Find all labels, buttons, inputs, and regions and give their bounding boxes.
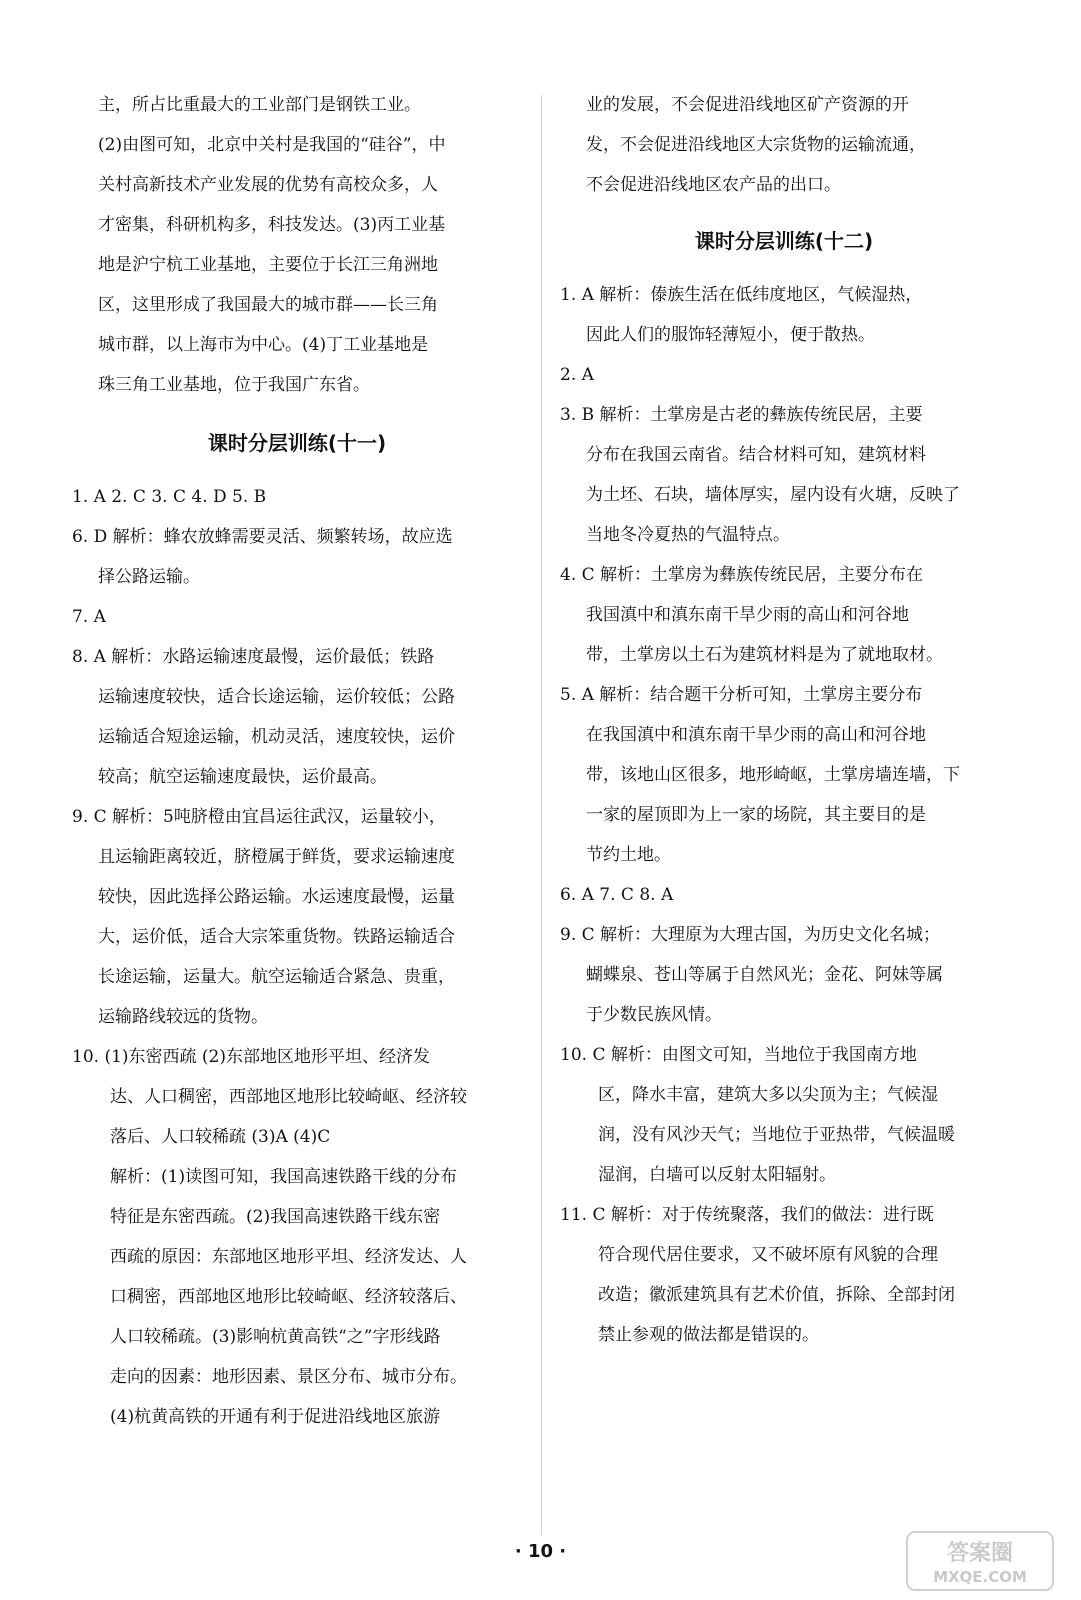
answer-q8-cont: 较高；航空运输速度最快，运价最高。 — [98, 767, 387, 787]
answer-q10-cont: 西疏的原因：东部地区地形平坦、经济发达、人 — [110, 1247, 467, 1267]
text-line: (2)由图可知，北京中关村是我国的“硅谷”，中 — [98, 135, 446, 155]
left-intro-block — [72, 92, 522, 398]
answer-q10-cont: 区，降水丰富，建筑大多以尖顶为主；气候湿 — [598, 1085, 938, 1105]
text-line: 才密集，科研机构多，科技发达。(3)丙工业基 — [98, 215, 446, 235]
answer-q10: 10. C 解析：由图文可知，当地位于我国南方地 — [560, 1045, 917, 1065]
text-line: 区，这里形成了我国最大的城市群——长三角 — [98, 295, 438, 315]
answer-q5-cont: 在我国滇中和滇东南干旱少雨的高山和河谷地 — [586, 725, 926, 745]
answer-q6-8: 6. A 7. C 8. A — [560, 885, 674, 905]
answer-q4-cont: 我国滇中和滇东南干旱少雨的高山和河谷地 — [586, 605, 909, 625]
watermark-logo — [905, 1530, 1055, 1592]
text-line: 发，不会促进沿线地区大宗货物的运输流通， — [586, 135, 926, 155]
answer-q10-cont: 口稠密，西部地区地形比较崎岖、经济较落后、 — [110, 1287, 467, 1307]
text-line: 不会促进沿线地区农产品的出口。 — [586, 175, 841, 195]
page-number: · 10 · — [514, 1541, 567, 1562]
answer-q4-cont: 带，土掌房以土石为建筑材料是为了就地取材。 — [586, 645, 943, 665]
answer-q10-cont: 人口较稀疏。(3)影响杭黄高铁“之”字形线路 — [110, 1327, 441, 1347]
answer-q7: 7. A — [72, 607, 106, 627]
answer-q5: 5. A 解析：结合题干分析可知，土掌房主要分布 — [560, 685, 923, 705]
text-line: 业的发展，不会促进沿线地区矿产资源的开 — [586, 95, 909, 115]
answer-q10-cont: (4)杭黄高铁的开通有利于促进沿线地区旅游 — [110, 1407, 441, 1427]
answer-q10-cont: 解析：(1)读图可知，我国高速铁路干线的分布 — [110, 1167, 458, 1187]
answer-q11: 11. C 解析：对于传统聚落，我们的做法：进行既 — [560, 1205, 934, 1225]
answer-q1-5: 1. A 2. C 3. C 4. D 5. B — [72, 487, 267, 507]
column-divider — [541, 95, 542, 1535]
answer-q3-cont: 为土坯、石块，墙体厚实，屋内设有火塘，反映了 — [586, 485, 960, 505]
right-column — [560, 92, 1008, 1348]
answer-q10: 10. (1)东密西疏 (2)东部地区地形平坦、经济发 — [72, 1047, 431, 1067]
text-line: 地是沪宁杭工业基地，主要位于长江三角洲地 — [98, 255, 438, 275]
answer-q9-cont: 于少数民族风情。 — [586, 1005, 722, 1025]
answer-q9: 9. C 解析：大理原为大理古国，为历史文化名城； — [560, 925, 941, 945]
answer-q9-cont: 长途运输，运量大。航空运输适合紧急、贵重， — [98, 967, 455, 987]
svg-text:答案圈: 答案圈 — [946, 1541, 1014, 1566]
answer-q10-cont: 走向的因素：地形因素、景区分布、城市分布。 — [110, 1367, 467, 1387]
left-column — [72, 92, 522, 1430]
answer-q3: 3. B 解析：土掌房是古老的彝族传统民居，主要 — [560, 405, 923, 425]
answer-q9-cont: 运输路线较远的货物。 — [98, 1007, 268, 1027]
answer-q9-cont: 较快，因此选择公路运输。水运速度最慢，运量 — [98, 887, 455, 907]
answer-q10-cont: 润，没有风沙天气；当地位于亚热带，气候温暖 — [598, 1125, 955, 1145]
answer-q11-cont: 禁止参观的做法都是错误的。 — [598, 1325, 819, 1345]
answer-q10-cont: 达、人口稠密，西部地区地形比较崎岖、经济较 — [110, 1087, 467, 1107]
answer-q4: 4. C 解析：土掌房为彝族传统民居，主要分布在 — [560, 565, 924, 585]
answer-q5-cont: 节约土地。 — [586, 845, 671, 865]
svg-text:MXQE.COM: MXQE.COM — [933, 1568, 1027, 1586]
answer-q9-cont: 蝴蝶泉、苍山等属于自然风光；金花、阿妹等属 — [586, 965, 943, 985]
answer-q8-cont: 运输速度较快，适合长途运输，运价较低；公路 — [98, 687, 455, 707]
answer-q5-cont: 带，该地山区很多，地形崎岖，土掌房墙连墙，下 — [586, 765, 960, 785]
answer-q9-cont: 且运输距离较近，脐橙属于鲜货，要求运输速度 — [98, 847, 455, 867]
answer-q8-cont: 运输适合短途运输，机动灵活，速度较快，运价 — [98, 727, 455, 747]
text-line: 珠三角工业基地，位于我国广东省。 — [98, 375, 370, 395]
section-heading-12: 课时分层训练(十二) — [694, 229, 874, 253]
answer-q5-cont: 一家的屋顶即为上一家的场院，其主要目的是 — [586, 805, 926, 825]
text-line: 城市群，以上海市为中心。(4)丁工业基地是 — [98, 335, 429, 355]
answer-q1-cont: 因此人们的服饰轻薄短小，便于散热。 — [586, 325, 875, 345]
answer-q3-cont: 分布在我国云南省。结合材料可知，建筑材料 — [586, 445, 926, 465]
answer-q2: 2. A — [560, 365, 594, 385]
answer-q11-cont: 符合现代居住要求，又不破坏原有风貌的合理 — [598, 1245, 938, 1265]
text-line: 关村高新技术产业发展的优势有高校众多，人 — [98, 175, 438, 195]
answer-q10-cont: 特征是东密西疏。(2)我国高速铁路干线东密 — [110, 1207, 441, 1227]
section-heading-11: 课时分层训练(十一) — [207, 431, 387, 455]
answer-q8: 8. A 解析：水路运输速度最慢，运价最低；铁路 — [72, 647, 435, 667]
answer-q9: 9. C 解析：5吨脐橙由宜昌运往武汉，运量较小， — [72, 807, 446, 827]
answer-q6-cont: 择公路运输。 — [98, 567, 200, 587]
answer-q3-cont: 当地冬冷夏热的气温特点。 — [586, 525, 790, 545]
answer-q1: 1. A 解析：傣族生活在低纬度地区，气候湿热， — [560, 285, 923, 305]
text-line: 主，所占比重最大的工业部门是钢铁工业。 — [98, 95, 421, 115]
answer-q9-cont: 大，运价低，适合大宗笨重货物。铁路运输适合 — [98, 927, 455, 947]
answer-q10-cont: 湿润，白墙可以反射太阳辐射。 — [598, 1165, 836, 1185]
answer-q6: 6. D 解析：蜂农放蜂需要灵活、频繁转场，故应选 — [72, 527, 453, 547]
answer-q11-cont: 改造；徽派建筑具有艺术价值，拆除、全部封闭 — [598, 1285, 955, 1305]
answer-q10-cont: 落后、人口较稀疏 (3)A (4)C — [110, 1127, 331, 1147]
